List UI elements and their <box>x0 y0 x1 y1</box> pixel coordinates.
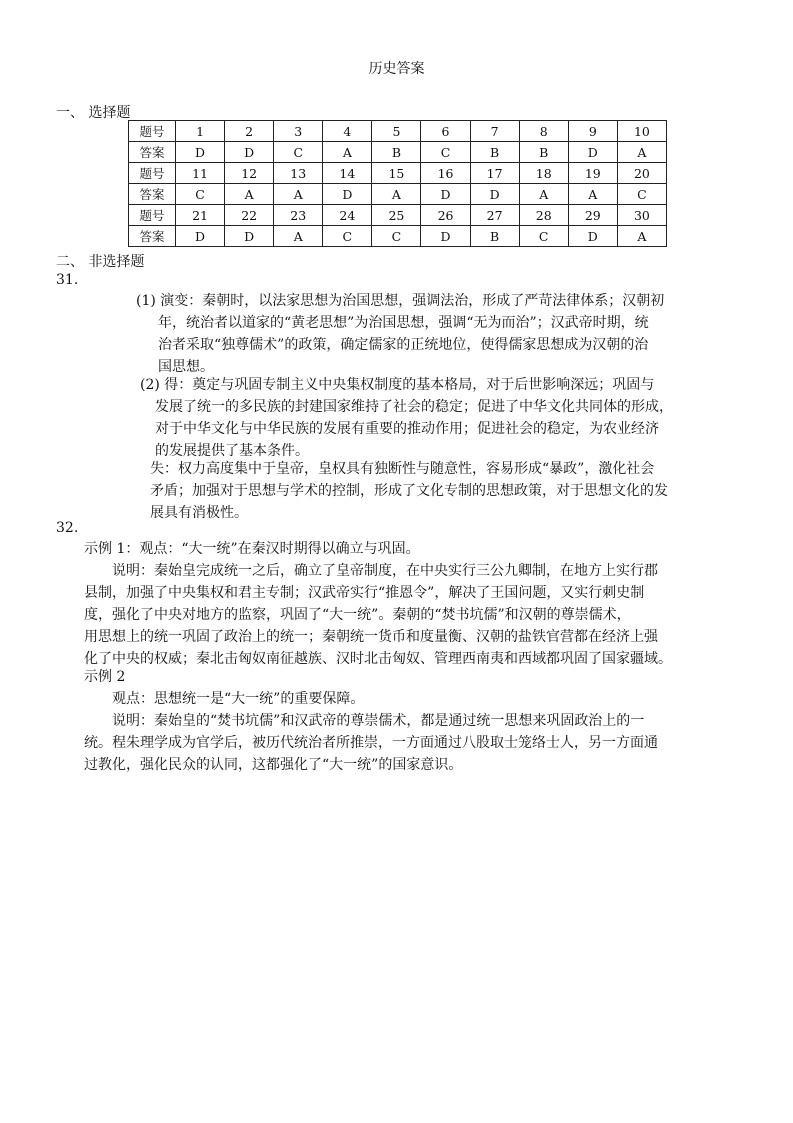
answer-cell: B <box>470 226 519 247</box>
answer-cell: B <box>470 142 519 163</box>
answer-cell: C <box>323 226 372 247</box>
question-number-cell: 20 <box>617 163 666 184</box>
answer-cell: A <box>568 184 617 205</box>
q31-line: 国思想。 <box>158 359 214 375</box>
q32-line: 县制，加强了中央集权和君主专制；汉武帝实行“推恩令”，解决了王国问题，又实行刺史制 <box>84 585 645 601</box>
question-number-cell: 2 <box>225 121 274 142</box>
answer-cell: D <box>323 184 372 205</box>
row-label: 答案 <box>129 226 176 247</box>
question-number-cell: 1 <box>176 121 225 142</box>
question-number-cell: 24 <box>323 205 372 226</box>
answer-table <box>128 120 667 247</box>
answer-cell: D <box>421 226 470 247</box>
q32-line: 用思想上的统一巩固了政治上的统一；秦朝统一货币和度量衡、汉朝的盐铁官营都在经济上强 <box>84 629 658 645</box>
q32-line: 统。程朱理学成为官学后，被历代统治者所推崇，一方面通过八股取士笼络士人，另一方面通 <box>84 735 658 751</box>
question-number-cell: 26 <box>421 205 470 226</box>
answer-cell: D <box>225 226 274 247</box>
row-label: 题号 <box>129 163 176 184</box>
question-number-cell: 29 <box>568 205 617 226</box>
page-title: 历史答案 <box>368 61 425 77</box>
section-nonchoice-heading: 二、 非选择题 <box>56 254 145 270</box>
question-number-cell: 13 <box>274 163 323 184</box>
answer-cell: C <box>519 226 568 247</box>
question-number-cell: 18 <box>519 163 568 184</box>
answer-cell: C <box>372 226 421 247</box>
question-number-cell: 15 <box>372 163 421 184</box>
section-choice-heading: 一、 选择题 <box>56 105 131 121</box>
q31-line: 失：权力高度集中于皇帝，皇权具有独断性与随意性，容易形成“暴政”，激化社会 <box>150 461 655 477</box>
question-number-cell: 30 <box>617 205 666 226</box>
question-number-cell: 7 <box>470 121 519 142</box>
q32-line: 过教化，强化民众的认同，这都强化了“大一统”的国家意识。 <box>84 757 463 773</box>
question-number-cell: 22 <box>225 205 274 226</box>
example-2-heading: 示例 2 <box>84 669 126 685</box>
answer-cell: A <box>274 226 323 247</box>
question-number-cell: 6 <box>421 121 470 142</box>
q31-line: 年，统治者以道家的“黄老思想”为治国思想，强调“无为而治”；汉武帝时期，统 <box>158 315 649 331</box>
question-number-cell: 19 <box>568 163 617 184</box>
q31-line: 发展了统一的多民族的封建国家维持了社会的稳定；促进了中华文化共同体的形成， <box>155 399 673 415</box>
question-number-cell: 14 <box>323 163 372 184</box>
q31-line: 对于中华文化与中华民族的发展有重要的推动作用；促进社会的稳定，为农业经济 <box>155 421 659 437</box>
answer-cell: A <box>519 184 568 205</box>
q31-line: 矛盾；加强对于思想与学术的控制，形成了文化专制的思想政策，对于思想文化的发 <box>150 483 668 499</box>
example-1-heading: 示例 1：观点：“大一统”在秦汉时期得以确立与巩固。 <box>84 541 420 557</box>
answer-row <box>129 226 667 247</box>
question-32-number: 32. <box>56 520 79 536</box>
answer-cell: C <box>274 142 323 163</box>
question-number-cell: 5 <box>372 121 421 142</box>
q32-line: 说明：秦始皇的“焚书坑儒”和汉武帝的尊崇儒术，都是通过统一思想来巩固政治上的一 <box>112 713 645 729</box>
question-number-cell: 8 <box>519 121 568 142</box>
question-number-cell: 21 <box>176 205 225 226</box>
answer-cell: A <box>274 184 323 205</box>
answer-cell: D <box>225 142 274 163</box>
answer-cell: D <box>470 184 519 205</box>
row-label: 题号 <box>129 205 176 226</box>
answer-row <box>129 184 667 205</box>
row-label: 答案 <box>129 184 176 205</box>
row-label: 题号 <box>129 121 176 142</box>
answer-cell: A <box>617 142 666 163</box>
q31-line: 的发展提供了基本条件。 <box>155 443 309 459</box>
question-number-row <box>129 121 667 142</box>
answer-cell: D <box>176 226 225 247</box>
question-number-cell: 12 <box>225 163 274 184</box>
question-number-cell: 25 <box>372 205 421 226</box>
question-number-row <box>129 205 667 226</box>
q32-line: 度，强化了中央对地方的监察，巩固了“大一统”。秦朝的“焚书坑儒”和汉朝的尊崇儒术， <box>84 607 631 623</box>
question-number-cell: 27 <box>470 205 519 226</box>
question-31-number: 31. <box>56 272 79 288</box>
question-number-cell: 4 <box>323 121 372 142</box>
answer-cell: A <box>372 184 421 205</box>
q31-line: 治者采取“独尊儒术”的政策，确定儒家的正统地位，使得儒家思想成为汉朝的治 <box>158 337 649 353</box>
question-number-cell: 9 <box>568 121 617 142</box>
answer-cell: D <box>568 226 617 247</box>
q31-line: 展具有消极性。 <box>150 505 248 521</box>
q32-line: 化了中央的权威；秦北击匈奴南征越族、汉时北击匈奴、管理西南夷和西域都巩固了国家疆域。 <box>84 651 672 667</box>
question-number-cell: 10 <box>617 121 666 142</box>
answer-cell: B <box>372 142 421 163</box>
answer-cell: A <box>617 226 666 247</box>
example-2-view: 观点：思想统一是“大一统”的重要保障。 <box>112 691 365 707</box>
question-number-cell: 17 <box>470 163 519 184</box>
answer-cell: C <box>176 184 225 205</box>
answer-cell: D <box>568 142 617 163</box>
answer-cell: A <box>323 142 372 163</box>
answer-cell: D <box>421 184 470 205</box>
answer-cell: D <box>176 142 225 163</box>
answer-row <box>129 142 667 163</box>
question-number-row <box>129 163 667 184</box>
q32-line: 说明：秦始皇完成统一之后，确立了皇帝制度，在中央实行三公九卿制，在地方上实行郡 <box>112 563 658 579</box>
answer-cell: B <box>519 142 568 163</box>
question-number-cell: 28 <box>519 205 568 226</box>
question-number-cell: 23 <box>274 205 323 226</box>
q31-line: (2) 得：奠定与巩固专制主义中央集权制度的基本格局，对于后世影响深远；巩固与 <box>140 377 655 393</box>
answer-cell: C <box>421 142 470 163</box>
question-number-cell: 16 <box>421 163 470 184</box>
answer-cell: A <box>225 184 274 205</box>
answer-cell: C <box>617 184 666 205</box>
question-number-cell: 3 <box>274 121 323 142</box>
q31-line: (1) 演变：秦朝时，以法家思想为治国思想，强调法治，形成了严苛法律体系；汉朝初 <box>136 293 665 309</box>
question-number-cell: 11 <box>176 163 225 184</box>
row-label: 答案 <box>129 142 176 163</box>
